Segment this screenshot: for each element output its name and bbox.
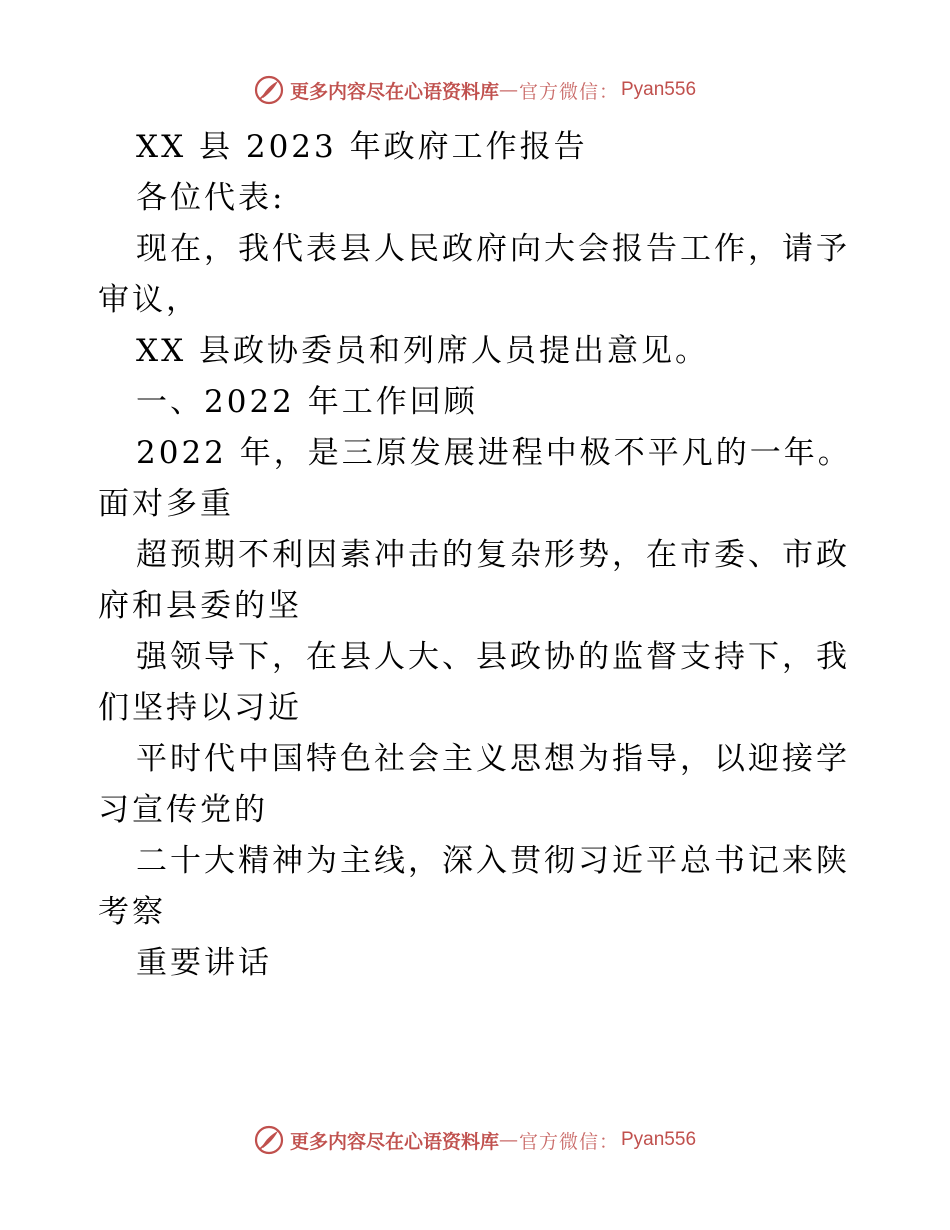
document-body [98, 122, 858, 989]
footer-separator: — [498, 1129, 519, 1151]
footer-brand-text: 更多内容尽在心语资料库 [289, 1130, 499, 1153]
paragraph: 各位代表: [136, 180, 286, 216]
feather-pen-logo-icon [254, 75, 284, 105]
feather-pen-logo-icon [254, 1125, 284, 1155]
paragraph: 一、2022 年工作回顾 [136, 384, 478, 420]
footer-wechat-id: Pyan556 [621, 1129, 697, 1150]
paragraph: 超预期不利因素冲击的复杂形势，在市委、市政府和县委的坚 [98, 537, 850, 624]
header-wechat-label: 官方微信： [518, 80, 619, 103]
document-title: XX 县 2023 年政府工作报告 [136, 129, 588, 165]
header-wechat-id: Pyan556 [621, 79, 697, 100]
paragraph: 重要讲话 [136, 945, 272, 981]
paragraph: 2022 年，是三原发展进程中极不平凡的一年。面对多重 [98, 435, 852, 522]
paragraph: 强领导下，在县人大、县政协的监督支持下，我们坚持以习近 [98, 639, 850, 726]
footer-wechat-label: 官方微信： [518, 1130, 619, 1153]
paragraph: 二十大精神为主线，深入贯彻习近平总书记来陕考察 [98, 843, 850, 930]
header-separator: — [498, 79, 519, 101]
footer-banner [0, 1120, 950, 1160]
paragraph: 现在，我代表县人民政府向大会报告工作，请予审议， [98, 231, 850, 318]
paragraph: XX 县政协委员和列席人员提出意见。 [136, 333, 709, 369]
header-brand-text: 更多内容尽在心语资料库 [289, 80, 499, 103]
header-banner [0, 70, 950, 110]
paragraph: 平时代中国特色社会主义思想为指导，以迎接学习宣传党的 [98, 741, 850, 828]
